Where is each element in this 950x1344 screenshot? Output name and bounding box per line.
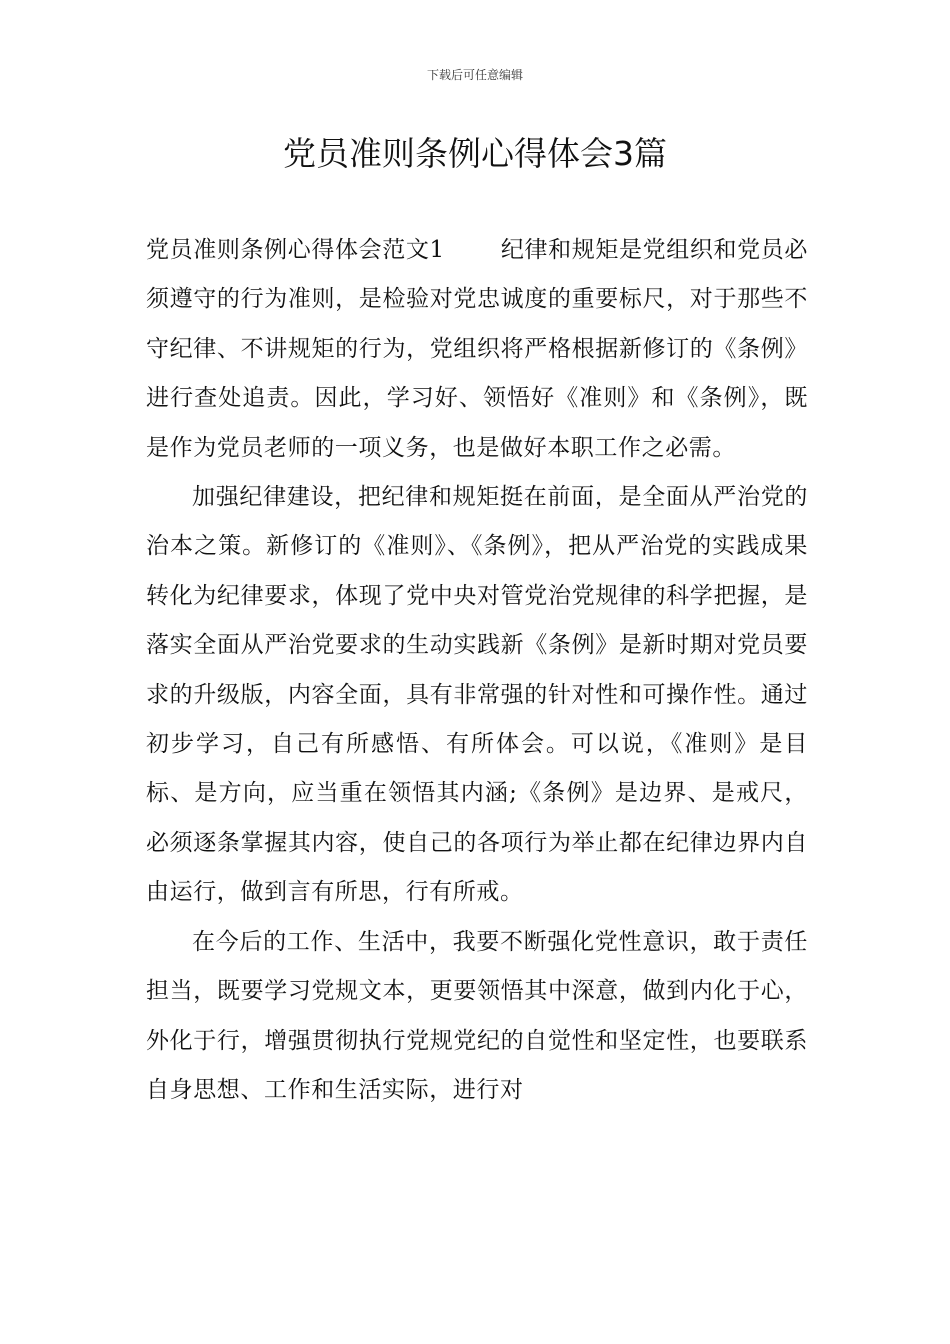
paragraph-1-lead: 党员准则条例心得体会范文1: [146, 237, 445, 263]
document-body: [146, 226, 808, 1115]
document-title: 党员准则条例心得体会3篇: [283, 134, 667, 173]
header-note: 下载后可任意编辑: [426, 68, 523, 82]
paragraph-1: [146, 226, 808, 473]
paragraph-2: 加强纪律建设，把纪律和规矩挺在前面，是全面从严治党的治本之策。新修订的《准则》、《条例》，把从严治党的实践成果转化为纪律要求，体现了党中央对管党治党规律的科学把握，是落实全面从严治党要求的生动实践新《条例》是新时期对党员要求的升级版，内容全面，具有非常强的针对性和可操作性。通过初步学习，自己有所感悟、有所体会。可以说，《准则》是目标、是方向，应当重在领悟其内涵;《条例》是边界、是戒尺，必须逐条掌握其内容，使自己的各项行为举止都在纪律边界内自由运行，做到言有所思，行有所戒。: [146, 484, 808, 906]
paragraph-3: 在今后的工作、生活中，我要不断强化党性意识，敢于责任担当，既要学习党规文本，更要领悟其中深意，做到内化于心，外化于行，增强贯彻执行党规党纪的自觉性和坚定性，也要联系自身思想、工作和生活实际，进行对: [146, 928, 808, 1103]
paragraph-1-text: 纪律和规矩是党组织和党员必须遵守的行为准则，是检验对党忠诚度的重要标尺，对于那些不守纪律、不讲规矩的行为，党组织将严格根据新修订的《条例》进行查处追责。因此，学习好、领悟好《准则》和《条例》，既是作为党员老师的一项义务，也是做好本职工作之必需。: [146, 237, 808, 461]
